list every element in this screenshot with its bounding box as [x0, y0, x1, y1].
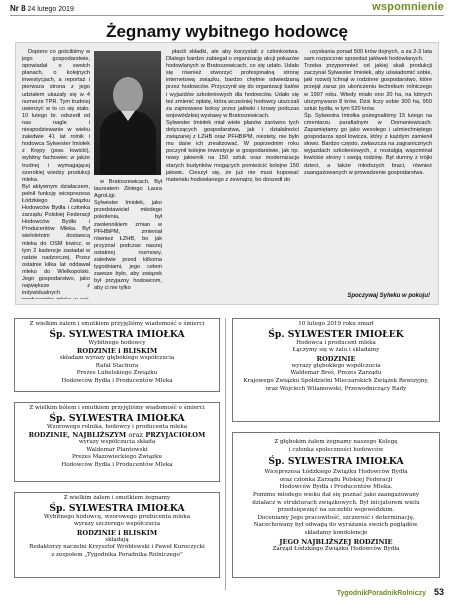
notice-family: RODZINIE i BLISKIM	[76, 528, 158, 537]
notice-intro: 10 lutego 2019 roku zmarł	[298, 321, 374, 327]
condolence-notice-2	[14, 402, 220, 482]
notice-line: Hodowców Bydła i Producentów Mleka.	[279, 484, 393, 491]
article-column-3	[166, 49, 299, 299]
notice-line: oraz członka Zarządu Polskiej Federacji	[279, 476, 393, 483]
deceased-name: Śp. SYLWESTER IMIOŁEK	[268, 328, 404, 340]
notice-line: Hodowca i producent mleka	[296, 339, 376, 346]
portrait-photo	[94, 51, 161, 175]
notice-family-c: PRZYJACIOŁOM	[145, 431, 206, 440]
notice-line: Hodowców Bydła i Producentów Mleka	[61, 461, 173, 468]
notice-line: Prezes Mazowieckiego Związku	[71, 454, 162, 461]
notice-intro: Z głębokim żalem żegnamy naszego Kolegę	[274, 439, 398, 445]
page-footer	[337, 587, 444, 597]
notice-line: składamy kondolencje	[304, 529, 368, 536]
notice-line: Wiceprezesa Łódzkiego Związku Hodowców Bydła	[264, 469, 408, 476]
notice-line: z zespołem „Tygodnika Poradnika Rolniczego”	[51, 551, 183, 558]
article-signature: Spoczywaj Sylwku w pokoju!	[347, 293, 430, 299]
notice-line: działacz w strukturach związkowych. Był inicjatorem wielu	[252, 499, 420, 506]
notice-family-b: oraz	[128, 431, 144, 440]
notice-sender: Zarząd Łódzkiego Związku Hodowców Bydła	[272, 545, 400, 552]
article-panel	[15, 42, 439, 305]
notice-intro: i członka społeczności hodowców	[288, 446, 384, 453]
condolence-notice-5	[232, 432, 440, 578]
deceased-name: Śp. SYLWESTRA IMIOŁKA	[49, 328, 185, 340]
notice-line: wyrazy współczucia składa	[78, 439, 156, 446]
notice-line: Łączymy się w żalu i składamy	[292, 347, 380, 354]
notice-intro: Z wielkim żalem i smutkiem żegnamy	[63, 495, 171, 501]
notice-line: składają	[105, 536, 129, 543]
notice-line: Nacechowany był odwagą do wyrażania swoich poglądów.	[253, 522, 419, 529]
issue-number: Nr 8	[10, 4, 26, 13]
notice-intro: Z wielkim żalem i smutkiem przyjęliśmy wiadomość o śmierci	[29, 321, 205, 327]
notice-line: Prezes Lubelskiego Związku	[76, 370, 158, 377]
notice-family: RODZINIE	[316, 354, 356, 363]
article-text-col2: w Bratoszewicach. Był laureatem Złotego Laura AgroLigi. Sylwester Imiołek, jako przedstawiciel młodego pokolenia, był zwolennikiem zmian w PFHBiPM, zmieniał również ŁZHB, bo jak przyznał podczas naszej ostatniej rozmowy, zaledwie przed kilkoma tygodniami, jego celem zawsze było, aby związek był przyjazny hodowcom, aby ci nie tylko	[94, 179, 162, 292]
notice-line: wyrazy głębokiego współczucia	[291, 362, 381, 369]
notice-line: składam wyrazy głębokiego współczucia	[59, 355, 175, 362]
header-issue	[10, 4, 74, 13]
column-divider	[225, 318, 226, 590]
section-title: wspomnienie	[372, 1, 444, 13]
notice-family	[19, 431, 215, 439]
article-column-4	[304, 49, 432, 285]
notice-family-a: RODZINIE, NAJBLIŻSZYM	[28, 431, 127, 440]
notice-line: Wybitnego hodowcy	[88, 339, 146, 346]
article-column-1	[22, 49, 90, 299]
notice-line: Doceniamy Jego pracowitość, szczerość i determinację.	[257, 514, 415, 521]
article-text-col4: uzyskania ponad 500 krów dojnych, a za 2-3 lata sam rozpocznie sprzedaż jałówek hodowlanych. Trzeba przypomnieć od jakiej skali produkcji zaczynał Sylwester Imiołek, aby uświadomić sobie, jaki rozwój tchnął w rodzinne gospodarstwo, które przejął zaraz po ukończeniu technikum rolniczego w 1997 roku. Wtedy miało ono 20 ha, na których utrzymywano 8 krów. Dziś liczy sobie 300 ha, 950 sztuk bydła, w tym 520 krów. Śp. Sylwestra Imiołka pożegnaliśmy 15 lutego na cmentarzu parafialnym w Domaniewicach. Zapamiętamy go jako wesołego i uśmiechniętego gospodarza społ łowicza, który z każdym zamienił słowo. Bardzo często, zwłaszcza na zagranicznych wyjazdach szkoleniowych, z nostalgią wspominał łowickie strony i swoją rodzinę. Był dumny z trójki dzieci, a także młodszych braci, również zaangażowanych w prowadzenie gospodarstwa.	[304, 49, 432, 176]
condolence-notice-4	[232, 318, 440, 422]
notice-sender: Waldemar Broś, Prezes Zarządu	[290, 370, 382, 377]
notice-line: Wzorowego rolnika, hodowcy i producenta mleka	[46, 423, 188, 430]
article-text-col1: Dopiero co gościliśmy w jego gospodarstwie, opowiadał o swoich planach, o kolejnych inwestycjach, a reportaż i pierwsza strona z jego udziałem ukazały się w 4 numerze TPR. Tym trudniej uwierzyć w to co się stało. 10 lutego br. odszedł od nas nagle i niespodziewanie w wieku zaledwie 41 lat rolnik i hodowca Sylwester Imiołek z Krępy (pow. łowicki), wybitny fachowiec w jakże trudnej i wymagającej szerokiej wiedzy produkcji mleka. Byl aktywnym działaczem, pełnił funkcję wiceprezesa Łódzkiego Związku Hodowców Bydła i członka zarządu Polskiej Federacji Hodowców Bydła i Producentów Mleka. Był wieloletnim dostawcą mleka do OSM łowicz, w tym 2 kadencje zasiadał w radzie nadzorczej. Przez ostatnie kilka lat oddawał mleko do Wielkopolski. Jego gospodarstwo, jako największe z indywidualnych	[22, 49, 90, 297]
condolence-notice-1	[14, 318, 220, 392]
notice-sender: Waldemar Plantowski	[86, 446, 148, 453]
notice-line: przedsięwzięć na szczeblu wojewódzkim.	[277, 507, 395, 514]
header-rule	[10, 15, 444, 16]
notice-family: JEGO NAJBLIŻSZEJ RODZINIE	[279, 537, 393, 546]
page-number: 53	[433, 587, 444, 597]
deceased-name: Śp. SYLWESTRA IMIOŁKA	[268, 456, 404, 468]
notice-sender: Redaktorzy naczelni Krzysztof Wróblewski i Paweł Kuroczycki	[29, 544, 205, 551]
deceased-name: Śp. SYLWESTRA IMIOŁKA	[49, 412, 185, 424]
notice-line: Krajowego Związku Spółdzielni Mleczarskich Związek Rewizyjny,	[243, 377, 429, 384]
notice-intro: Z wielkim bólem i smutkiem przyjęliśmy wiadomość o śmierci	[29, 405, 205, 411]
notice-family: RODZINIE i BLISKIM	[76, 347, 158, 356]
deceased-name: Śp. SYLWESTRA IMIOŁKA	[49, 502, 185, 514]
notice-line: oraz Wojciech Wilamowski, Przewodniczący Rady	[265, 385, 407, 392]
notice-line: Pomimo młodego wieku dał się poznać jako zaangażowany	[252, 491, 420, 498]
notice-line: Hodowców Bydła i Producentów Mleka	[61, 377, 173, 384]
article-title: Żegnamy wybitnego hodowcę	[106, 22, 348, 41]
notice-line: Wybitnego hodowcę, wzorowego producenta mleka	[43, 513, 191, 520]
issue-date: 24 lutego 2019	[27, 6, 74, 13]
magazine-brand: TygodnikPoradnikRolniczy	[336, 590, 427, 597]
notice-line: wyrazy szczerego współczucia	[73, 521, 161, 528]
article-column-2	[94, 179, 162, 297]
article-text-col3: płacili składki, ale aby korzystali z członkostwa. Dlatego bardzo zabiegał o organizację akcji pokazów hodowlanych w Bratoszewicach, co się udało. Udało się również stworzyć profesjonalną stronę internetową związku, bardzo chętnie odwiedzaną przez hodowców. Przyczynił się do organizacji balów i wyjazdów szkoleniowych dla hodowców. Udało się też zmienić opłatę, która wcześniej hodowcy uiszczali za zajmowane boksy przez jałówki i krowy podczas wojewódzkiej wystawy w Bratoszewicach. Sylwester Imiołek miał wiele planów zarówno tych dotyczących gospodarstwa, jak i działalności związanej z ŁZHB oraz PFHBIPM, niestety, nie było mu dane ich zrealizować. W poprzednim roku poczynił kolejne inwestycje w gospodarstwie, jak np. nowy jałownik na 150 sztuk oraz modernizacja starych budynków mogących pomieścić kolejne 150 jałowic. Cieszył się, że już nie musi kupować materiału hodowlanego z zewnątrz, bo doszedł do	[166, 49, 299, 183]
condolence-notice-3	[14, 492, 220, 578]
notice-sender: Rafał Stachura	[95, 362, 139, 369]
